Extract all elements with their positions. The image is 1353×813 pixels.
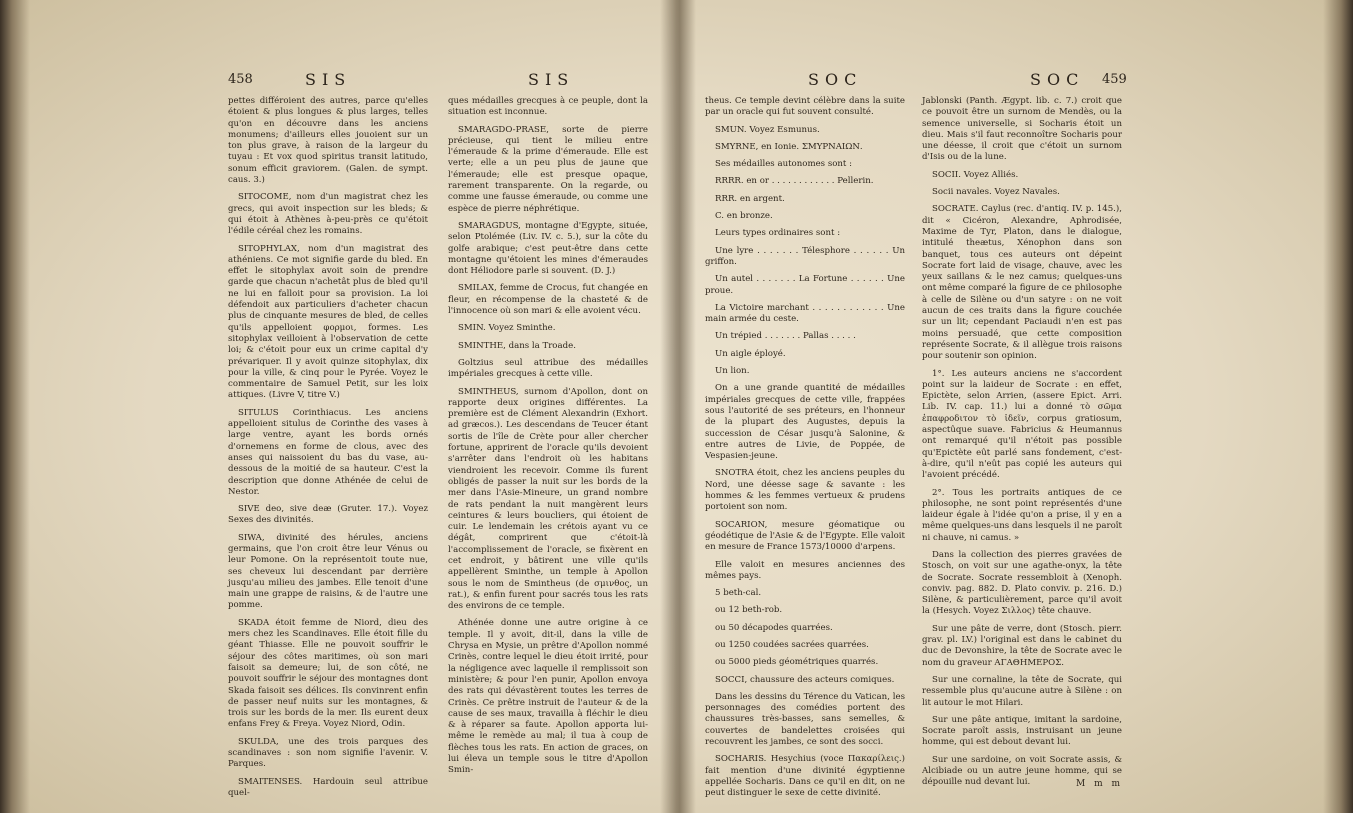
entry-line: ou 50 décapodes quarrées. [715, 622, 833, 633]
right-column-2 [922, 96, 1122, 795]
entry-line: Ses médailles autonomes sont : [715, 159, 853, 170]
entry-socrate: SOCRATE. Caylus (rec. d'antiq. IV. p. 145.), dit « Cicéron, Alexandre, Aphrodisée, Maxime de Tyr, Platon, dans le dialogue, intitulé theætus, Xénophon dans son banquet, tous ces auteurs ont dépeint Socrate fort laid de visage, chauve, avec les yeux saillans & le nez camus; quelques-uns ont même comparé la figure de ce philosophe à celle de Silène ou d'un satyre : on ne voit aucun de ces traits dans la figure couchée sur un lit; cependant Paciaudi n'en est pas moins persuadé, que cette composition représente Socrate, & il allègue trois raisons pour soutenir son opinion. [922, 204, 1122, 362]
left-page-edge [0, 0, 30, 813]
right-header-col1: SOC [808, 70, 863, 89]
entry-line: ou 5000 pieds géométriques quarrés. [715, 657, 879, 668]
right-page-number: 459 [1102, 72, 1127, 87]
entry-socii: SOCII. Voyez Alliés. [932, 169, 1019, 180]
entry-smun: SMUN. Voyez Esmunus. [715, 124, 820, 135]
entry-paragraph: 2°. Tous les portraits antiques de ce philosophe, ne sont point représentés d'une laideur égale à l'idée qu'on a prise, il y en a même quelques-uns dans lesquels il ne paroît ni chauve, ni camus. » [922, 487, 1122, 543]
entry-skulda: SKULDA, une des trois parques des scandinaves : son nom signifie l'avenir. V. Parques. [228, 736, 428, 770]
entry-sitocome: SITOCOME, nom d'un magistrat chez les grecs, qui avoit inspection sur les bleds; & qui étoit à Athènes à-peu-près ce qu'étoit l'édile céréal chez les romains. [228, 192, 428, 237]
right-column-1 [705, 96, 905, 806]
entry-socci: SOCCI, chaussure des acteurs comiques. [715, 674, 895, 685]
right-header-col2: SOC [1030, 70, 1085, 89]
entry-line: RRRR. en or . . . . . . . . . . . . Pellerin. [715, 176, 874, 187]
entry-line: Leurs types ordinaires sont : [715, 228, 841, 239]
entry-line: RRR. en argent. [715, 193, 785, 204]
left-column-1 [228, 96, 428, 805]
entry-paragraph: Dans la collection des pierres gravées de Stosch, on voit sur une agathe-onyx, la tête de Socrate. Socrate ressembloit à (Xenoph. conviv. pag. 882. D. Plato conviv. p. 216. D.) Silène, & particulièrement, parce qu'il avoit la (Hesych. Voyez Σιλλος) tête chauve. [922, 549, 1122, 617]
entry-line: C. en bronze. [715, 211, 773, 222]
left-header-col2: SIS [528, 70, 575, 89]
entry-snotra: SNOTRA étoit, chez les anciens peuples du Nord, une déesse sage & savante : les hommes & les femmes vertueux & prudens portoient son nom. [705, 468, 905, 513]
entry-paragraph: On a une grande quantité de médailles impériales grecques de cette ville, frappées sous l'autorité de ses préteurs, en l'honneur de la plupart des Augustes, depuis la succession de César jusqu'à Salonine, & entre autres de Livie, de Poppée, de Vespasien-jeune. [705, 383, 905, 462]
entry-sminthe: SMINTHE, dans la Troade. [458, 340, 576, 351]
entry-paragraph: Dans les dessins du Térence du Vatican, les personnages des comédies portent des chaussures très-basses, sans semelles, & couvertes de bandelettes croisées qui recouvrent les jambes, ce sont des socci. [705, 691, 905, 748]
entry-goltzius: Goltzius seul attribue des médailles impériales grecques à cette ville. [448, 357, 648, 380]
entry-socarion: SOCARION, mesure géomatique ou géodétique de l'Asie & de l'Egypte. Elle valoit en mesure de France 1573/10000 d'arpens. [705, 519, 905, 553]
entry-line: ou 12 beth-rob. [715, 605, 783, 616]
entry-situlus: SITULUS Corinthiacus. Les anciens appelloient situlus de Corinthe des vases à large ventre, ayant les bords ornés d'ornemens en forme de clous, avec des anses qui naissoient du bas du vase, au-dessous de la moitié de sa hauteur. C'est la description que donne Athénée de celui de Nestor. [228, 407, 428, 497]
entry-paragraph: Sur une pâte antique, imitant la sardoine, Socrate paroît assis, instruisant un jeune homme, qui est debout devant lui. [922, 714, 1122, 748]
left-page-number: 458 [228, 72, 253, 87]
entry-smaragdo-prase: SMARAGDO-PRASE, sorte de pierre précieuse, qui tient le milieu entre l'émeraude & la prime d'émeraude. Elle est verte; elle a un peu plus de jaune que l'émeraude; elle est presque opaque, rarement transparente. On la regarde, ou comme une fausse émeraude, ou comme une espèce de pierre néphrétique. [448, 124, 648, 214]
entry-socii-navales: Socii navales. Voyez Navales. [932, 187, 1060, 198]
entry-paragraph: Sur une cornaline, la tête de Socrate, qui ressemble plus qu'aucune autre à Silène : on lit autour le mot Hilari. [922, 674, 1122, 708]
entry-smaitenses: SMAITENSES. Hardouin seul attribue quel- [228, 776, 428, 798]
entry-sitophylax: SITOPHYLAX, nom d'un magistrat des athéniens. Ce mot signifie garde du bled. En effet le sitophylax avoit soin de prendre garde que chacun n'achetât plus de bled qu'il ne lui en falloit pour sa provision. La loi défendoit aux particuliers d'acheter chacun plus de cinquante mesures de bled, de celles qu'ils appelloient φορμοι, formes. Les sitophylax veilloient à l'observation de cette loi; & c'étoit pour eux un crime capital d'y prévariquer. Il y avoit quinze sitophylax, dix pour la ville, & cinq pour le Pyrée. Voyez le commentaire de Samuel Petit, sur les loix attiques. (Livre V, titre V.) [228, 243, 428, 401]
entry-smaragdus: SMARAGDUS, montagne d'Egypte, située, selon Ptolémée (Liv. IV. c. 5.), sur la côte du golfe arabique; c'est peut-être dans cette montagne qu'étoient les mines d'émeraudes dont Héliodore parle si souvent. (D. J.) [448, 220, 648, 277]
entry-line: ou 1250 coudées sacrées quarrées. [715, 639, 869, 650]
entry-paragraph: 1°. Les auteurs anciens ne s'accordent point sur la laideur de Socrate : en effet, Epictète, selon Arrien, (assere Epict. Arri. Lib. IV. cap. 11.) lui a donné τὸ σῶμα ἐπαφροδιτον τὸ ἰδεῖν, corpus gratiosum, aspectûque suave. Fabricius & Heumannus ont remarqué qu'il n'étoit pas possible qu'Epictète eût parlé sans fondement, c'est-à-dire, qu'il n'eût pas copié les auteurs qui l'avoient précédé. [922, 368, 1122, 481]
entry-line: La Victoire marchant . . . . . . . . . . . . Une main armée du ceste. [705, 302, 905, 325]
entry-sive-deo: SIVE deo, sive deæ (Gruter. 17.). Voyez Sexes des divinités. [228, 504, 428, 526]
entry-smyrne: SMYRNE, en Ionie. ΣΜΥΡΝΑΙΩΝ. [715, 141, 863, 152]
entry-line: Un aigle éployé. [715, 348, 786, 359]
entry-smin: SMIN. Voyez Sminthe. [458, 323, 556, 334]
entry-paragraph: ques médailles grecques à ce peuple, dont la situation est inconnue. [448, 96, 648, 118]
entry-paragraph: pettes différoient des autres, parce qu'elles étoient & plus longues & plus larges, telles qu'on en découvre dans les anciens monumens; d'ailleurs elles jouoient sur un ton plus grave, à raison de la largeur du tuyau : Et vox quod spiritus transit latitudo, sonum efficit graviorem. (Galen. de sympt. caus. 3.) [228, 96, 428, 186]
entry-line: Elle valoit en mesures anciennes des mêmes pays. [705, 559, 905, 581]
left-header-col1: SIS [305, 70, 352, 89]
entry-smilax: SMILAX, femme de Crocus, fut changée en fleur, en récompense de la chasteté & de l'innocence où son mari & elle avoient vécu. [448, 283, 648, 317]
signature-mark: M m m [1076, 779, 1124, 789]
entry-line: Un lion. [715, 366, 750, 377]
entry-socharis: SOCHARIS. Hesychius (voce Πακαρίλεις.) fait mention d'une divinité égyptienne appellée Socharis. Dans ce qu'il en dit, on ne peut distinguer le sexe de cette divinité. [705, 754, 905, 799]
entry-skada: SKADA étoit femme de Niord, dieu des mers chez les Scandinaves. Elle étoit fille du géant Thiasse. Elle ne pouvoit souffrir le séjour des côtes maritimes, où son mari faisoit sa demeure; lui, de son côté, ne pouvoit souffrir le séjour des montagnes dont Skada faisoit ses délices. Ils convinrent enfin de passer neuf nuits sur les montagnes, & trois sur les bords de la mer. Ils eurent deux enfans Frey & Freya. Voyez Niord, Odin. [228, 617, 428, 730]
entry-paragraph: Jablonski (Panth. Ægypt. lib. c. 7.) croit que ce pouvoit être un surnom de Mendès, ou la semence universelle, si Socharis étoit un dieu. Mais s'il faut reconnoître Socharis pour une déesse, il croit que c'étoit un surnom d'Isis ou de la lune. [922, 96, 1122, 163]
book-gutter [660, 0, 696, 813]
entry-paragraph: Sur une sardoine, on voit Socrate assis, & Alcibiade ou un autre jeune homme, qui se dépouille nud devant lui. [922, 754, 1122, 788]
left-column-2 [448, 96, 648, 783]
entry-smintheus: SMINTHEUS, surnom d'Apollon, dont on rapporte deux origines différentes. La première est de Clément Alexandrin (Exhort. ad græcos.). Les descendans de Teucer étant sortis de l'île de Crète pour aller chercher fortune, apprirent de l'oracle qu'ils devoient s'arrêter dans l'endroit où les habitans viendroient les recevoir. Comme ils furent obligés de passer la nuit sur les bords de la mer dans l'Asie-Mineure, un grand nombre de rats pendant la nuit mangèrent leurs ceintures & leurs boucliers, qui étoient de cuir. Le lendemain les crétois ayant vu ce dégât, comprirent que c'étoit-là l'accomplissement de l'oracle, se fixèrent en cet endroit, y bâtirent une ville qu'ils appellèrent Sminthe, un temple à Apollon sous le nom de Smintheus (de σμινθος, un rat.), & enfin furent pour sacrés tous les rats des environs de ce temple. [448, 386, 648, 612]
entry-paragraph: Sur une pâte de verre, dont (Stosch. pierr. grav. pl. LV.) l'original est dans le cabinet du duc de Devonshire, la tête de Socrate avec le nom du graveur ΑΓΑΘΗΜΕΡΟΣ. [922, 623, 1122, 668]
right-page-edge [1323, 0, 1353, 813]
entry-athenee: Athénée donne une autre origine à ce temple. Il y avoit, dit-il, dans la ville de Chrysa en Mysie, un prêtre d'Apollon nommé Crinès, contre lequel le dieu étoit irrité, pour la négligence avec laquelle il remplissoit son ministère; & pour l'en punir, Apollon envoya des rats qui dévastèrent toutes les terres de Crinès. Ce prêtre instruit de l'auteur & de la cause de ses maux, travailla à fléchir le dieu & à réparer sa faute. Apollon apporta lui-même le remède au mal; il tua à coup de flèches tous les rats. En action de graces, on lui éleva un temple sous le titre d'Apollon Smin- [448, 618, 648, 776]
entry-line: 5 beth-cal. [715, 588, 762, 599]
entry-paragraph: theus. Ce temple devint célèbre dans la suite par un oracle qui fut souvent consulté. [705, 96, 905, 118]
entry-line: Une lyre . . . . . . . Télesphore . . . . . . Un griffon. [705, 245, 905, 267]
entry-siwa: SIWA, divinité des hérules, anciens germains, que l'on croit être leur Vénus ou leur Pomone. On la représentoit toute nue, ses cheveux lui descendant par derrière jusqu'au milieu des jambes. Elle tenoit d'une main une grappe de raisins, & de l'autre une pomme. [228, 532, 428, 611]
entry-line: Un trépied . . . . . . . Pallas . . . . . [715, 331, 856, 342]
entry-line: Un autel . . . . . . . La Fortune . . . . . . Une proue. [705, 274, 905, 296]
